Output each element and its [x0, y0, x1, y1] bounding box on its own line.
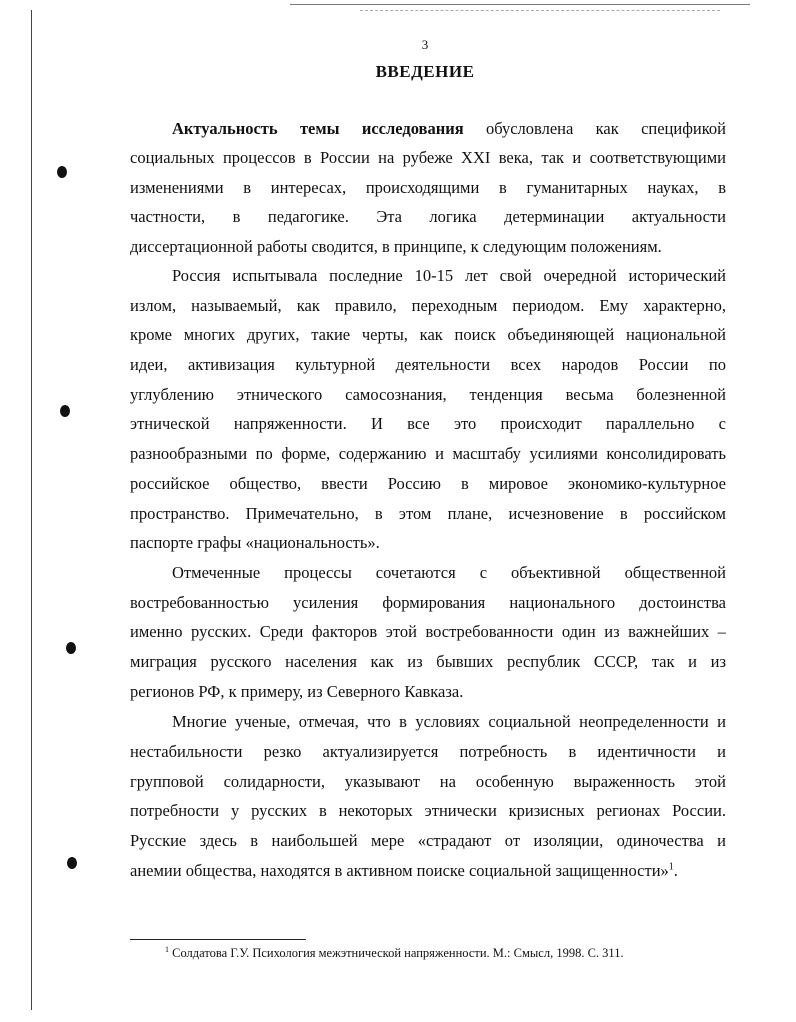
punch-hole-mark — [67, 857, 77, 869]
footnote-separator — [130, 939, 306, 940]
text-line: идеи, активизация культурной деятельности всех народов России по — [130, 355, 726, 374]
text-line: углублению этнического самосознания, тенденция весьма болезненной — [130, 385, 726, 404]
text-line: изменениями в интересах, происходящими в гуманитарных науках, в — [130, 178, 726, 197]
text-span: . — [673, 861, 678, 880]
text-line: именно русских. Среди факторов этой востребованности один из важнейших – — [130, 622, 726, 641]
scan-edge-line — [360, 10, 720, 11]
page-number: 3 — [421, 37, 429, 52]
text-line: регионов РФ, к примеру, из Северного Кавказа. — [130, 682, 464, 701]
text-line: востребованностью усиления формирования национального достоинства — [130, 593, 726, 612]
page-title: ВВЕДЕНИЕ — [375, 62, 475, 81]
punch-hole-mark — [57, 166, 67, 178]
footnote-marker: 1 — [165, 944, 169, 954]
text-span: обусловлена как спецификой — [463, 119, 726, 138]
text-line: социальных процессов в России на рубеже XXI века, так и соответствующими — [130, 148, 726, 167]
text-line: диссертационной работы сводится, в принципе, к следующим положениям. — [130, 237, 662, 256]
scan-edge-line — [290, 4, 750, 5]
text-line: нестабильности резко актуализируется потребность в идентичности и — [130, 742, 726, 761]
text-line: Русские здесь в наибольшей мере «страдают от изоляции, одиночества и — [130, 831, 726, 850]
text-line: частности, в педагогике. Эта логика детерминации актуальности — [130, 207, 726, 226]
punch-hole-mark — [66, 642, 76, 654]
text-line: этнической напряженности. И все это происходит параллельно с — [130, 414, 726, 433]
text-line — [172, 119, 726, 139]
text-line: паспорте графы «национальность». — [130, 533, 380, 552]
text-line: Россия испытывала последние 10-15 лет свой очередной исторический — [172, 266, 726, 285]
text-line: российское общество, ввести Россию в мировое экономико-культурное — [130, 474, 726, 493]
footnote — [165, 946, 624, 961]
text-line: кроме многих других, такие черты, как поиск объединяющей национальной — [130, 325, 726, 344]
text-line: групповой солидарности, указывают на особенную выраженность этой — [130, 772, 726, 791]
scan-margin-line — [31, 10, 32, 1010]
text-line — [130, 861, 726, 881]
text-line: Многие ученые, отмечая, что в условиях социальной неопределенности и — [172, 712, 726, 731]
text-line: пространство. Примечательно, в этом плане, исчезновение в российском — [130, 504, 726, 523]
text-line: Отмеченные процессы сочетаются с объективной общественной — [172, 563, 726, 582]
footnote-reference[interactable]: 1 — [668, 861, 674, 873]
footnote-text: Солдатова Г.У. Психология межэтнической напряженности. М.: Смысл, 1998. С. 311. — [172, 946, 624, 960]
punch-hole-mark — [60, 405, 70, 417]
text-span: анемии общества, находятся в активном поиске социальной защищенности» — [130, 861, 669, 880]
bold-lead: Актуальность темы исследования — [172, 119, 464, 138]
text-line: миграция русского населения как из бывших республик СССР, так и из — [130, 652, 726, 671]
text-line: разнообразными по форме, содержанию и масштабу усилиями консолидировать — [130, 444, 726, 463]
text-line: излом, называемый, как правило, переходным периодом. Ему характерно, — [130, 296, 726, 315]
text-line: потребности у русских в некоторых этнически кризисных регионах России. — [130, 801, 726, 820]
